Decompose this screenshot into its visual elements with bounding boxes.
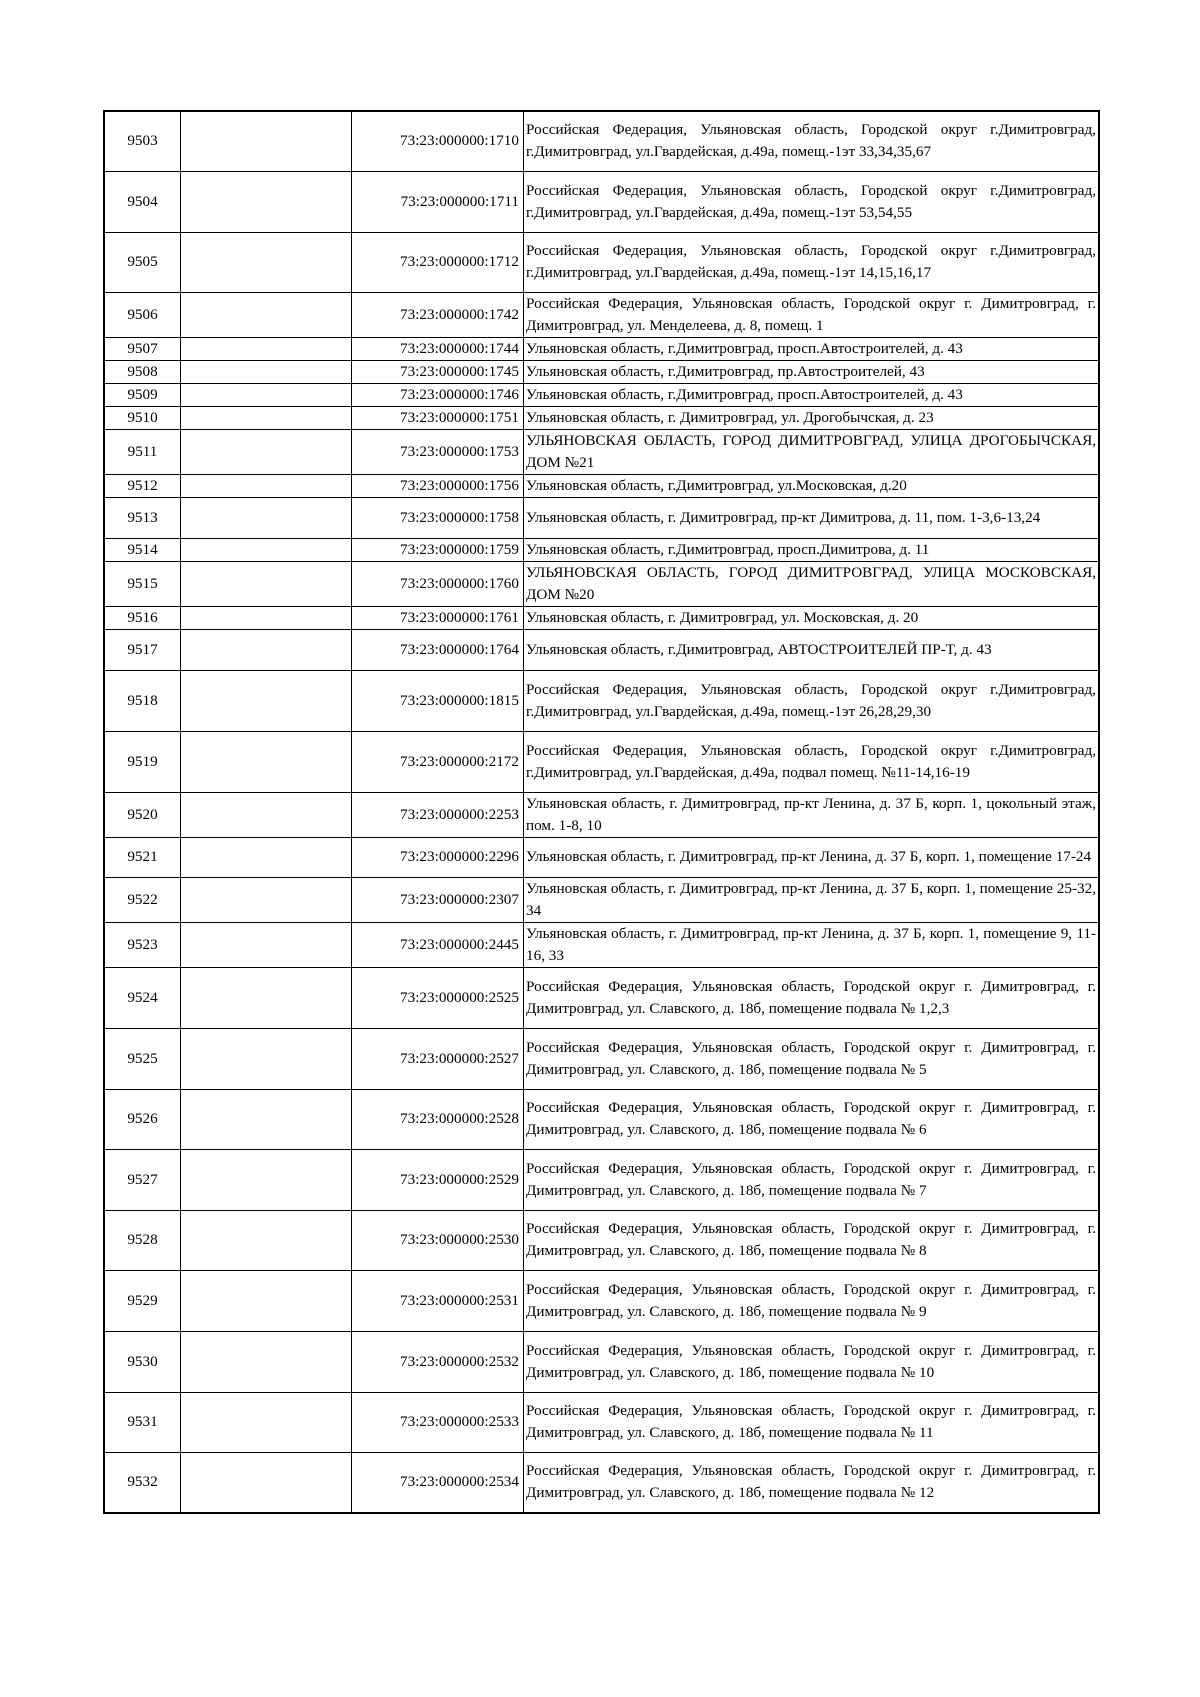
cadastral-number: 73:23:000000:2534: [352, 1452, 524, 1513]
empty-cell: [181, 1149, 352, 1210]
empty-cell: [181, 538, 352, 561]
row-number: 9530: [104, 1331, 181, 1392]
row-number: 9514: [104, 538, 181, 561]
cadastral-number: 73:23:000000:1710: [352, 111, 524, 171]
cadastral-number: 73:23:000000:2532: [352, 1331, 524, 1392]
address: Ульяновская область, г. Димитровград, пр-кт Димитрова, д. 11, пом. 1-3,6-13,24: [524, 497, 1100, 538]
row-number: 9517: [104, 629, 181, 670]
cadastral-number: 73:23:000000:1742: [352, 292, 524, 337]
row-number: 9510: [104, 406, 181, 429]
cadastral-number: 73:23:000000:1744: [352, 337, 524, 360]
table-row: [104, 561, 1099, 606]
address: Российская Федерация, Ульяновская область, Городской округ г. Димитровград, г. Димитровград, ул. Славского, д. 18б, помещение подвала № 10: [524, 1331, 1100, 1392]
address: Ульяновская область, г.Димитровград, пр.Автостроителей, 43: [524, 360, 1100, 383]
address: Российская Федерация, Ульяновская область, Городской округ г. Димитровград, г. Димитровград, ул. Славского, д. 18б, помещение подвала № 12: [524, 1452, 1100, 1513]
address: Ульяновская область, г.Димитровград, ул.Московская, д.20: [524, 474, 1100, 497]
row-number: 9515: [104, 561, 181, 606]
cadastral-number: 73:23:000000:2172: [352, 731, 524, 792]
empty-cell: [181, 292, 352, 337]
table-row: [104, 1089, 1099, 1149]
row-number: 9516: [104, 606, 181, 629]
row-number: 9523: [104, 922, 181, 967]
row-number: 9519: [104, 731, 181, 792]
empty-cell: [181, 337, 352, 360]
empty-cell: [181, 497, 352, 538]
address: Российская Федерация, Ульяновская область, Городской округ г.Димитровград, г.Димитровград, ул.Гвардейская, д.49а, подвал помещ. №11-14,16-19: [524, 731, 1100, 792]
cadastral-number: 73:23:000000:2529: [352, 1149, 524, 1210]
empty-cell: [181, 670, 352, 731]
cadastral-number: 73:23:000000:1815: [352, 670, 524, 731]
address: Ульяновская область, г. Димитровград, пр-кт Ленина, д. 37 Б, корп. 1, помещение 9, 11-16, 33: [524, 922, 1100, 967]
row-number: 9524: [104, 967, 181, 1028]
cadastral-number: 73:23:000000:1751: [352, 406, 524, 429]
cadastral-number: 73:23:000000:2528: [352, 1089, 524, 1149]
empty-cell: [181, 474, 352, 497]
table-row: [104, 383, 1099, 406]
cadastral-number: 73:23:000000:2296: [352, 837, 524, 877]
empty-cell: [181, 606, 352, 629]
row-number: 9527: [104, 1149, 181, 1210]
cadastral-number: 73:23:000000:2307: [352, 877, 524, 922]
row-number: 9507: [104, 337, 181, 360]
address: Российская Федерация, Ульяновская область, Городской округ г. Димитровград, г. Димитровград, ул. Славского, д. 18б, помещение подвала № 7: [524, 1149, 1100, 1210]
address: Российская Федерация, Ульяновская область, Городской округ г.Димитровград, г.Димитровград, ул.Гвардейская, д.49а, помещ.-1эт 26,28,29,30: [524, 670, 1100, 731]
row-number: 9520: [104, 792, 181, 837]
cadastral-number: 73:23:000000:1759: [352, 538, 524, 561]
table-row: [104, 292, 1099, 337]
empty-cell: [181, 232, 352, 292]
empty-cell: [181, 1331, 352, 1392]
empty-cell: [181, 111, 352, 171]
address: УЛЬЯНОВСКАЯ ОБЛАСТЬ, ГОРОД ДИМИТРОВГРАД, УЛИЦА МОСКОВСКАЯ, ДОМ №20: [524, 561, 1100, 606]
row-number: 9509: [104, 383, 181, 406]
empty-cell: [181, 429, 352, 474]
table-row: [104, 474, 1099, 497]
row-number: 9521: [104, 837, 181, 877]
empty-cell: [181, 1452, 352, 1513]
empty-cell: [181, 1210, 352, 1270]
row-number: 9528: [104, 1210, 181, 1270]
row-number: 9504: [104, 171, 181, 232]
address: Ульяновская область, г. Димитровград, пр-кт Ленина, д. 37 Б, корп. 1, помещение 25-32, 34: [524, 877, 1100, 922]
table-row: [104, 1028, 1099, 1089]
table-row: [104, 967, 1099, 1028]
registry-table-body: [104, 111, 1099, 1513]
empty-cell: [181, 1028, 352, 1089]
cadastral-number: 73:23:000000:2531: [352, 1270, 524, 1331]
empty-cell: [181, 360, 352, 383]
table-row: [104, 497, 1099, 538]
cadastral-number: 73:23:000000:1760: [352, 561, 524, 606]
table-row: [104, 538, 1099, 561]
empty-cell: [181, 561, 352, 606]
cadastral-number: 73:23:000000:2253: [352, 792, 524, 837]
empty-cell: [181, 383, 352, 406]
empty-cell: [181, 406, 352, 429]
row-number: 9518: [104, 670, 181, 731]
cadastral-number: 73:23:000000:1764: [352, 629, 524, 670]
cadastral-number: 73:23:000000:1756: [352, 474, 524, 497]
table-row: [104, 629, 1099, 670]
address: Ульяновская область, г.Димитровград, просп.Автостроителей, д. 43: [524, 383, 1100, 406]
empty-cell: [181, 171, 352, 232]
cadastral-number: 73:23:000000:1753: [352, 429, 524, 474]
row-number: 9526: [104, 1089, 181, 1149]
row-number: 9532: [104, 1452, 181, 1513]
address: Российская Федерация, Ульяновская область, Городской округ г. Димитровград, г. Димитровград, ул. Славского, д. 18б, помещение подвала № 11: [524, 1392, 1100, 1452]
address: Российская Федерация, Ульяновская область, Городской округ г.Димитровград, г.Димитровград, ул.Гвардейская, д.49а, помещ.-1эт 14,15,16,17: [524, 232, 1100, 292]
table-row: [104, 111, 1099, 171]
address: Ульяновская область, г. Димитровград, пр-кт Ленина, д. 37 Б, корп. 1, помещение 17-24: [524, 837, 1100, 877]
cadastral-number: 73:23:000000:1745: [352, 360, 524, 383]
table-row: [104, 606, 1099, 629]
table-row: [104, 1210, 1099, 1270]
cadastral-number: 73:23:000000:2527: [352, 1028, 524, 1089]
table-row: [104, 337, 1099, 360]
row-number: 9522: [104, 877, 181, 922]
address: Российская Федерация, Ульяновская область, Городской округ г. Димитровград, г. Димитровград, ул. Менделеева, д. 8, помещ. 1: [524, 292, 1100, 337]
empty-cell: [181, 1089, 352, 1149]
address: Ульяновская область, г.Димитровград, АВТОСТРОИТЕЛЕЙ ПР-Т, д. 43: [524, 629, 1100, 670]
table-row: [104, 171, 1099, 232]
cadastral-number: 73:23:000000:1712: [352, 232, 524, 292]
table-row: [104, 406, 1099, 429]
cadastral-number: 73:23:000000:2445: [352, 922, 524, 967]
table-row: [104, 670, 1099, 731]
row-number: 9531: [104, 1392, 181, 1452]
row-number: 9508: [104, 360, 181, 383]
empty-cell: [181, 1270, 352, 1331]
empty-cell: [181, 837, 352, 877]
table-row: [104, 1392, 1099, 1452]
cadastral-number: 73:23:000000:1711: [352, 171, 524, 232]
address: Ульяновская область, г. Димитровград, пр-кт Ленина, д. 37 Б, корп. 1, цокольный этаж, пом. 1-8, 10: [524, 792, 1100, 837]
cadastral-number: 73:23:000000:1758: [352, 497, 524, 538]
row-number: 9511: [104, 429, 181, 474]
empty-cell: [181, 792, 352, 837]
table-row: [104, 232, 1099, 292]
cadastral-number: 73:23:000000:1746: [352, 383, 524, 406]
property-registry-table: [103, 110, 1100, 1514]
table-row: [104, 360, 1099, 383]
address: Ульяновская область, г. Димитровград, ул. Дрогобычская, д. 23: [524, 406, 1100, 429]
address: Российская Федерация, Ульяновская область, Городской округ г.Димитровград, г.Димитровград, ул.Гвардейская, д.49а, помещ.-1эт 53,54,55: [524, 171, 1100, 232]
empty-cell: [181, 731, 352, 792]
address: Российская Федерация, Ульяновская область, Городской округ г. Димитровград, г. Димитровград, ул. Славского, д. 18б, помещение подвала № 8: [524, 1210, 1100, 1270]
empty-cell: [181, 967, 352, 1028]
address: Российская Федерация, Ульяновская область, Городской округ г. Димитровград, г. Димитровград, ул. Славского, д. 18б, помещение подвала № 9: [524, 1270, 1100, 1331]
empty-cell: [181, 877, 352, 922]
address: Российская Федерация, Ульяновская область, Городской округ г. Димитровград, г. Димитровград, ул. Славского, д. 18б, помещение подвала № 6: [524, 1089, 1100, 1149]
address: Российская Федерация, Ульяновская область, Городской округ г.Димитровград, г.Димитровград, ул.Гвардейская, д.49а, помещ.-1эт 33,34,35,67: [524, 111, 1100, 171]
row-number: 9525: [104, 1028, 181, 1089]
cadastral-number: 73:23:000000:1761: [352, 606, 524, 629]
table-row: [104, 429, 1099, 474]
table-row: [104, 837, 1099, 877]
cadastral-number: 73:23:000000:2533: [352, 1392, 524, 1452]
cadastral-number: 73:23:000000:2525: [352, 967, 524, 1028]
row-number: 9512: [104, 474, 181, 497]
table-row: [104, 1452, 1099, 1513]
row-number: 9506: [104, 292, 181, 337]
row-number: 9513: [104, 497, 181, 538]
cadastral-number: 73:23:000000:2530: [352, 1210, 524, 1270]
empty-cell: [181, 1392, 352, 1452]
table-row: [104, 1331, 1099, 1392]
table-row: [104, 731, 1099, 792]
empty-cell: [181, 629, 352, 670]
empty-cell: [181, 922, 352, 967]
address: Ульяновская область, г.Димитровград, просп.Димитрова, д. 11: [524, 538, 1100, 561]
table-row: [104, 1270, 1099, 1331]
address: Российская Федерация, Ульяновская область, Городской округ г. Димитровград, г. Димитровград, ул. Славского, д. 18б, помещение подвала № 5: [524, 1028, 1100, 1089]
address: Ульяновская область, г.Димитровград, просп.Автостроителей, д. 43: [524, 337, 1100, 360]
row-number: 9529: [104, 1270, 181, 1331]
table-row: [104, 792, 1099, 837]
table-row: [104, 1149, 1099, 1210]
table-row: [104, 922, 1099, 967]
row-number: 9503: [104, 111, 181, 171]
address: Российская Федерация, Ульяновская область, Городской округ г. Димитровград, г. Димитровград, ул. Славского, д. 18б, помещение подвала № 1,2,3: [524, 967, 1100, 1028]
table-row: [104, 877, 1099, 922]
address: УЛЬЯНОВСКАЯ ОБЛАСТЬ, ГОРОД ДИМИТРОВГРАД, УЛИЦА ДРОГОБЫЧСКАЯ, ДОМ №21: [524, 429, 1100, 474]
row-number: 9505: [104, 232, 181, 292]
address: Ульяновская область, г. Димитровград, ул. Московская, д. 20: [524, 606, 1100, 629]
